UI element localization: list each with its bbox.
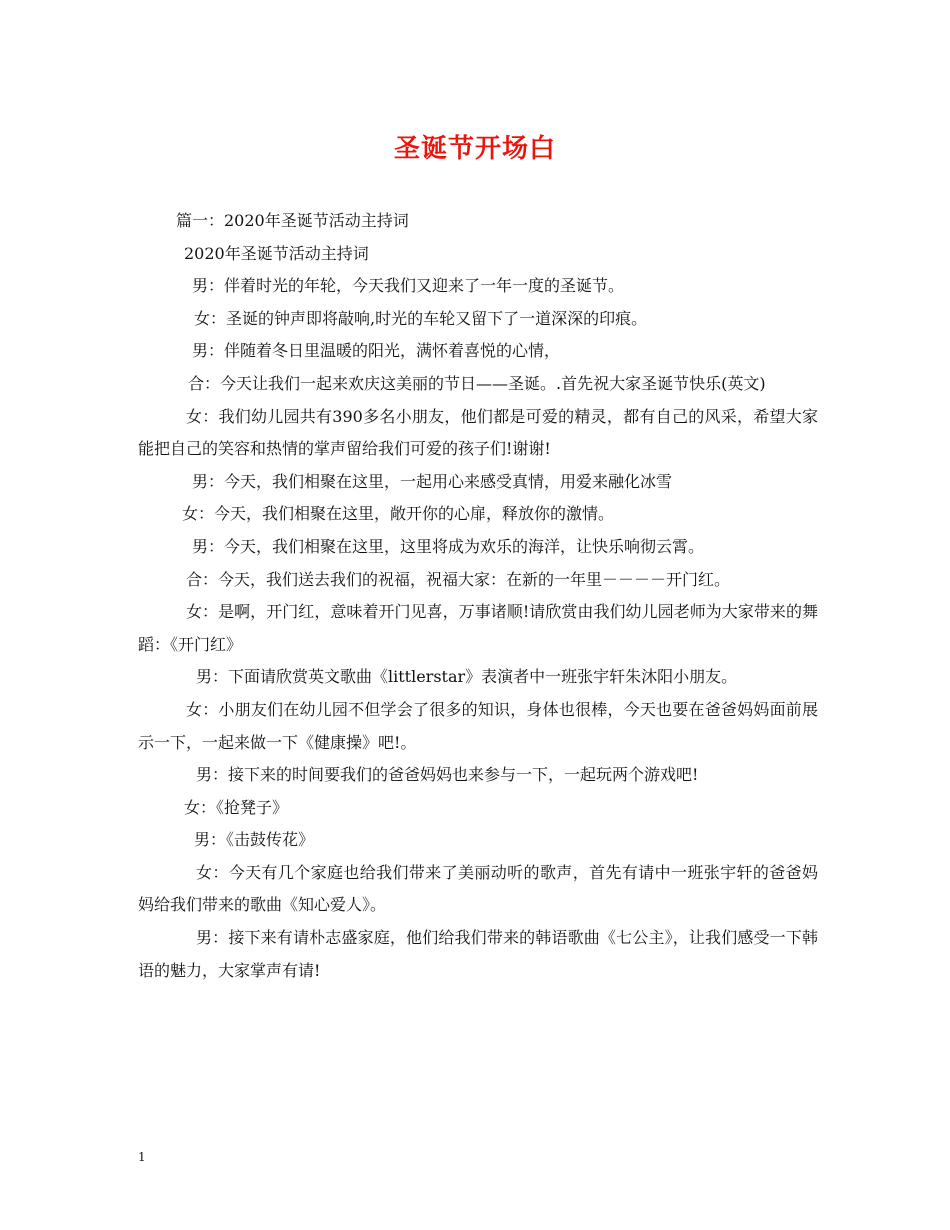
body-paragraph: 女：小朋友们在幼儿园不但学会了很多的知识，身体也很棒，今天也要在爸爸妈妈面前展示一下，一起来做一下《健康操》吧!。 xyxy=(138,699,818,752)
body-paragraph: 女：我们幼儿园共有390多名小朋友，他们都是可爱的精灵，都有自己的风采，希望大家能把自己的笑容和热情的掌声留给我们可爱的孩子们!谢谢! xyxy=(138,406,818,459)
body-paragraph: 女：今天，我们相聚在这里，敞开你的心扉，释放你的激情。 xyxy=(182,504,615,524)
body-paragraph: 合：今天让我们一起来欢庆这美丽的节日——圣诞。.首先祝大家圣诞节快乐(英文) xyxy=(188,373,766,393)
body-paragraph: 篇一：2020年圣诞节活动主持词 xyxy=(176,211,409,230)
body-paragraph: 女：圣诞的钟声即将敲响,时光的车轮又留下了一道深深的印痕。 xyxy=(194,308,648,328)
body-paragraph: 男：《击鼓传花》 xyxy=(194,830,315,850)
body-paragraph: 男：接下来的时间要我们的爸爸妈妈也来参与一下，一起玩两个游戏吧! xyxy=(196,765,699,785)
document-body xyxy=(138,205,818,987)
body-paragraph: 2020年圣诞节活动主持词 xyxy=(184,243,369,263)
document-title: 圣诞节开场白 xyxy=(393,134,556,164)
body-paragraph: 女：今天有几个家庭也给我们带来了美丽动听的歌声，首先有请中一班张宇轩的爸爸妈妈给我们带来的歌曲《知心爱人》。 xyxy=(138,862,818,915)
body-paragraph: 男：伴随着冬日里温暖的阳光，满怀着喜悦的心情， xyxy=(192,341,561,361)
body-paragraph: 女：《抢凳子》 xyxy=(184,797,289,817)
body-paragraph: 男：伴着时光的年轮，今天我们又迎来了一年一度的圣诞节。 xyxy=(192,276,625,296)
body-paragraph: 合：今天，我们送去我们的祝福，祝福大家：在新的一年里－－－－开门红。 xyxy=(186,569,731,589)
body-paragraph: 男：今天，我们相聚在这里，一起用心来感受真情，用爱来融化冰雪 xyxy=(192,471,673,491)
body-paragraph: 男：今天，我们相聚在这里，这里将成为欢乐的海洋，让快乐响彻云霄。 xyxy=(192,536,705,556)
body-paragraph: 男：下面请欣赏英文歌曲《littlerstar》表演者中一班张宇轩朱沐阳小朋友。 xyxy=(196,667,738,687)
body-paragraph: 女：是啊，开门红，意味着开门见喜，万事诸顺!请欣赏由我们幼儿园老师为大家带来的舞蹈：《开门红》 xyxy=(138,602,818,654)
body-paragraph: 男：接下来有请朴志盛家庭，他们给我们带来的韩语歌曲《七公主》，让我们感受一下韩语的魅力，大家掌声有请! xyxy=(138,928,818,980)
page-number: 1 xyxy=(138,1150,146,1164)
